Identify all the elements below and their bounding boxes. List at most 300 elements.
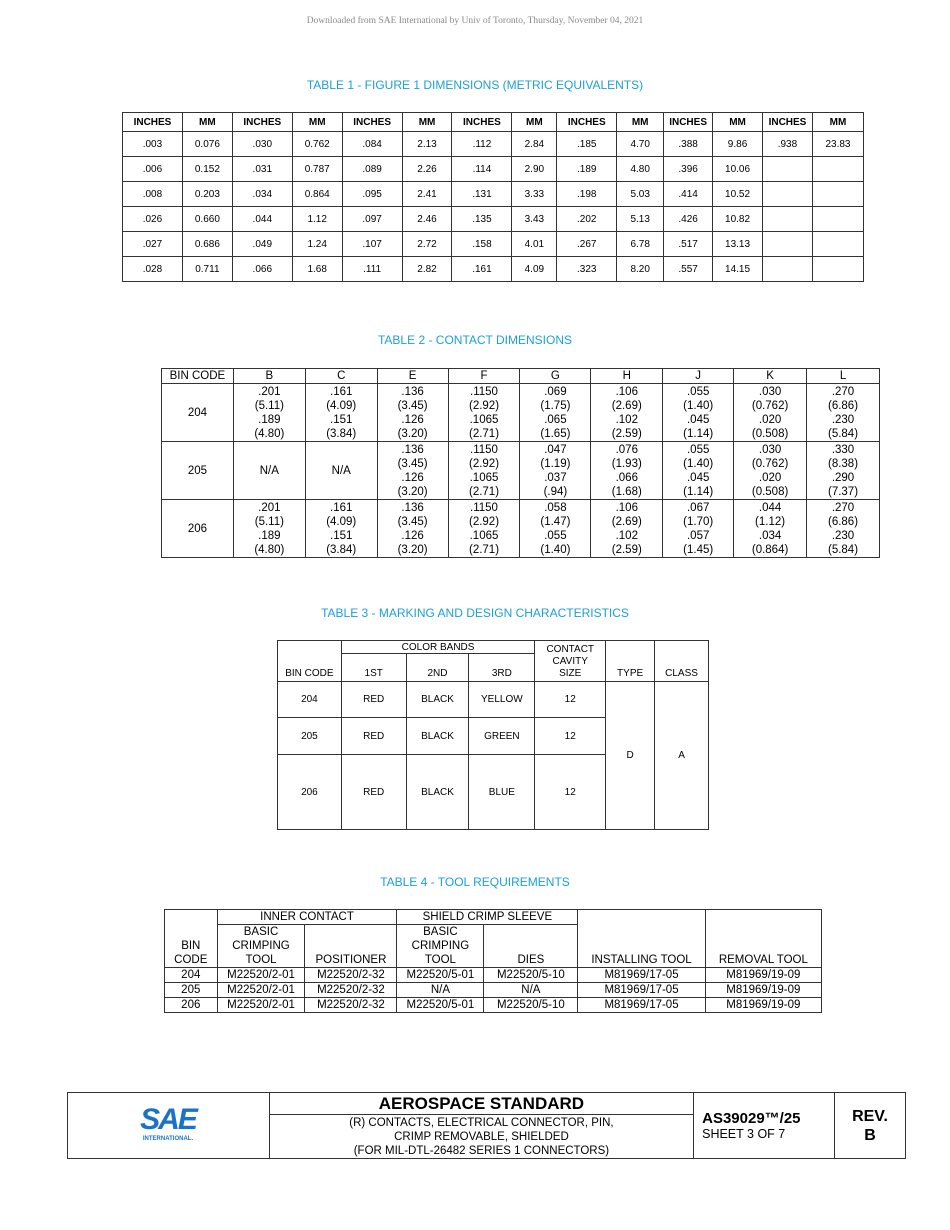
table2-value: .1150 bbox=[470, 501, 498, 514]
table2-value: .126 bbox=[401, 471, 424, 484]
table2-cell bbox=[734, 442, 807, 500]
table2-row bbox=[162, 384, 880, 442]
table1-row bbox=[123, 257, 864, 282]
table2-value: .058 bbox=[544, 501, 567, 514]
table4-header-row-1 bbox=[165, 910, 822, 925]
table1-cell: 0.787 bbox=[292, 157, 342, 182]
table2-value: .270 bbox=[831, 385, 855, 398]
table3 bbox=[277, 640, 709, 830]
table1-cell: 5.13 bbox=[617, 207, 664, 232]
table2-cell bbox=[734, 500, 807, 558]
table2-value: (2.92) bbox=[468, 399, 500, 412]
table3-color-band: GREEN bbox=[469, 718, 535, 755]
table3-row bbox=[278, 682, 709, 718]
table2-value: (0.762) bbox=[751, 399, 789, 412]
color-bands-header: COLOR BANDS bbox=[341, 641, 534, 654]
table2-header-cell: L bbox=[807, 369, 880, 384]
table4-cell: M22520/5-01 bbox=[397, 968, 484, 983]
table1-header-cell: MM bbox=[292, 113, 342, 132]
svg-text:SAE: SAE bbox=[140, 1103, 197, 1136]
table2-value: (1.19) bbox=[540, 457, 571, 470]
table2-value: .057 bbox=[686, 529, 710, 542]
table4-row bbox=[165, 968, 822, 983]
table1-row bbox=[123, 132, 864, 157]
table2-cell bbox=[448, 442, 520, 500]
table2-value: (3.45) bbox=[397, 515, 428, 528]
table2-value: .151 bbox=[330, 413, 353, 426]
table1-cell: 9.86 bbox=[713, 132, 763, 157]
svg-text:INTERNATIONAL.: INTERNATIONAL. bbox=[143, 1136, 194, 1142]
table1-row bbox=[123, 207, 864, 232]
table1-cell: 4.80 bbox=[617, 157, 664, 182]
table1-cell: 0.203 bbox=[182, 182, 232, 207]
table2-value: (2.71) bbox=[468, 427, 500, 440]
table1-cell: .008 bbox=[123, 182, 183, 207]
type-header: TYPE bbox=[606, 641, 655, 682]
table1-header-cell: INCHES bbox=[762, 113, 812, 132]
table2-value: (3.45) bbox=[397, 457, 428, 470]
rev-value: B bbox=[864, 1126, 876, 1144]
table2-value: (2.59) bbox=[611, 543, 642, 556]
sae-logo bbox=[68, 1093, 270, 1159]
table2-value: .136 bbox=[401, 501, 424, 514]
table1-cell bbox=[762, 182, 812, 207]
table2-title: TABLE 2 - CONTACT DIMENSIONS bbox=[377, 333, 573, 347]
table2-value: .055 bbox=[544, 529, 567, 542]
table1-cell: .938 bbox=[762, 132, 812, 157]
table2-cell bbox=[520, 384, 591, 442]
table4-cell: M22520/2-32 bbox=[305, 998, 397, 1013]
table1-cell: 0.711 bbox=[182, 257, 232, 282]
table1-cell: 23.83 bbox=[812, 132, 863, 157]
table1-cell: .030 bbox=[232, 132, 292, 157]
shield-basic-crimping-tool-header: BASIC CRIMPING TOOL bbox=[397, 925, 484, 968]
table2-value: (2.92) bbox=[468, 457, 500, 470]
table2-value: .126 bbox=[401, 529, 424, 542]
table2-cell bbox=[448, 500, 520, 558]
inner-basic-crimping-tool-header: BASIC CRIMPING TOOL bbox=[217, 925, 305, 968]
table2-value: .189 bbox=[258, 529, 281, 542]
table2-value: .076 bbox=[615, 443, 638, 456]
table2-value: (1.14) bbox=[683, 485, 714, 498]
table1-cell: .044 bbox=[232, 207, 292, 232]
table1-cell: 3.33 bbox=[512, 182, 557, 207]
table2-cell bbox=[663, 384, 734, 442]
table2-header-cell: B bbox=[233, 369, 305, 384]
table1-cell bbox=[762, 257, 812, 282]
table2-value: (1.40) bbox=[540, 543, 571, 556]
table1-cell: .089 bbox=[342, 157, 402, 182]
table2-bin-code: 205 bbox=[162, 442, 234, 500]
doc-number: AS39029™/25 bbox=[702, 1110, 801, 1127]
table4-cell: M81969/19-09 bbox=[705, 983, 821, 998]
table2-value: (1.93) bbox=[611, 457, 642, 470]
table2-value: (6.86) bbox=[827, 515, 859, 528]
table4-cell: M22520/5-01 bbox=[397, 998, 484, 1013]
table2-cell bbox=[233, 442, 305, 500]
table1-cell: 10.06 bbox=[713, 157, 763, 182]
table4-cell: M81969/17-05 bbox=[578, 968, 705, 983]
band-3rd-header: 3RD bbox=[469, 654, 535, 682]
table2-value: .1065 bbox=[469, 471, 499, 484]
table4-cell: M81969/17-05 bbox=[578, 983, 705, 998]
table1-cell: .031 bbox=[232, 157, 292, 182]
table2-value: (4.80) bbox=[254, 427, 285, 440]
table1-cell: .107 bbox=[342, 232, 402, 257]
table1-cell bbox=[762, 157, 812, 182]
table1-title: TABLE 1 - FIGURE 1 DIMENSIONS (METRIC EQUIVALENTS) bbox=[306, 78, 644, 92]
table2-value: .290 bbox=[831, 471, 855, 484]
table3-color-band: BLUE bbox=[469, 755, 535, 830]
table2-value: (5.11) bbox=[254, 399, 284, 412]
class-header: CLASS bbox=[655, 641, 709, 682]
table2-value: (5.84) bbox=[827, 427, 859, 440]
table1-cell: 1.68 bbox=[292, 257, 342, 282]
removal-tool-header: REMOVAL TOOL bbox=[705, 910, 821, 968]
table2-value: .201 bbox=[258, 501, 281, 514]
positioner-header: POSITIONER bbox=[305, 925, 397, 968]
table1-cell: .517 bbox=[664, 232, 713, 257]
table1-header-cell: MM bbox=[617, 113, 664, 132]
rev-label: REV. bbox=[852, 1107, 888, 1125]
table1-cell: 0.660 bbox=[182, 207, 232, 232]
table2-cell bbox=[233, 384, 305, 442]
standard-type: AEROSPACE STANDARD bbox=[269, 1093, 693, 1115]
table2-cell bbox=[377, 384, 448, 442]
table2-cell bbox=[305, 384, 377, 442]
cavity-size-header: CONTACT CAVITY SIZE bbox=[535, 641, 606, 682]
table2-value: .230 bbox=[831, 529, 855, 542]
table2-header-cell: K bbox=[734, 369, 807, 384]
table1-cell bbox=[812, 182, 863, 207]
table2-value: .045 bbox=[686, 413, 710, 426]
table2-value: (8.38) bbox=[827, 457, 859, 470]
table1-cell: .426 bbox=[664, 207, 713, 232]
table1-header-cell: MM bbox=[512, 113, 557, 132]
table4-row bbox=[165, 983, 822, 998]
table2-cell bbox=[663, 442, 734, 500]
table3-cavity-size: 12 bbox=[535, 755, 606, 830]
table2-bin-code: 206 bbox=[162, 500, 234, 558]
table2-value: (1.65) bbox=[540, 427, 571, 440]
table2-value: .055 bbox=[686, 443, 710, 456]
table2-cell bbox=[734, 384, 807, 442]
table2-value: (1.40) bbox=[683, 457, 714, 470]
table2-value: (1.47) bbox=[540, 515, 571, 528]
bin-code-header: BIN CODE bbox=[165, 910, 218, 968]
table2-value: (3.45) bbox=[397, 399, 428, 412]
table1-header-cell: INCHES bbox=[452, 113, 512, 132]
table2-cell bbox=[377, 500, 448, 558]
table1-cell: 4.01 bbox=[512, 232, 557, 257]
table2-value: (2.71) bbox=[468, 485, 500, 498]
table1-header-cell: MM bbox=[402, 113, 452, 132]
table1-header-cell: MM bbox=[713, 113, 763, 132]
revision-cell bbox=[835, 1093, 906, 1159]
table1-cell: 2.26 bbox=[402, 157, 452, 182]
table2-cell bbox=[591, 500, 663, 558]
table1-cell: .198 bbox=[557, 182, 617, 207]
table1-header-cell: INCHES bbox=[342, 113, 402, 132]
table4-cell: M81969/19-09 bbox=[705, 998, 821, 1013]
table1-cell: 2.46 bbox=[402, 207, 452, 232]
table1-cell: 0.152 bbox=[182, 157, 232, 182]
table1-cell: 4.70 bbox=[617, 132, 664, 157]
table3-title: TABLE 3 - MARKING AND DESIGN CHARACTERISTICS bbox=[321, 606, 629, 620]
table2-value: .106 bbox=[615, 501, 638, 514]
table2-value: (3.20) bbox=[397, 543, 428, 556]
table1-cell bbox=[762, 232, 812, 257]
table1-cell: .158 bbox=[452, 232, 512, 257]
table2-value: .045 bbox=[686, 471, 710, 484]
table3-bin-code: 204 bbox=[278, 682, 342, 718]
table1 bbox=[122, 112, 864, 282]
table2-value: .030 bbox=[758, 385, 782, 398]
table1-cell: 0.762 bbox=[292, 132, 342, 157]
table1-cell: .066 bbox=[232, 257, 292, 282]
table2-cell bbox=[233, 500, 305, 558]
table2-value: .067 bbox=[686, 501, 710, 514]
table1-cell: .006 bbox=[123, 157, 183, 182]
table1-cell: 0.686 bbox=[182, 232, 232, 257]
table2-value: .044 bbox=[758, 501, 782, 514]
table3-type-value: D bbox=[606, 682, 655, 830]
table1-cell: .267 bbox=[557, 232, 617, 257]
sae-logo-mark bbox=[133, 1103, 203, 1143]
table2-value: (0.864) bbox=[751, 543, 789, 556]
table3-color-band: RED bbox=[341, 718, 406, 755]
table1-cell bbox=[762, 207, 812, 232]
table2-cell bbox=[520, 442, 591, 500]
table1-cell: 10.52 bbox=[713, 182, 763, 207]
table1-row bbox=[123, 232, 864, 257]
table2-value: (0.508) bbox=[751, 427, 789, 440]
table1-cell: .202 bbox=[557, 207, 617, 232]
table4-title: TABLE 4 - TOOL REQUIREMENTS bbox=[380, 875, 570, 889]
table4-cell: M22520/2-32 bbox=[305, 968, 397, 983]
table1-header-cell: INCHES bbox=[123, 113, 183, 132]
table1-cell: 2.82 bbox=[402, 257, 452, 282]
table2-value: .136 bbox=[401, 385, 424, 398]
table4-cell: N/A bbox=[397, 983, 484, 998]
table4-cell: M22520/2-01 bbox=[217, 983, 305, 998]
table2-value: (4.80) bbox=[254, 543, 285, 556]
table1-cell: .161 bbox=[452, 257, 512, 282]
table2-cell bbox=[305, 500, 377, 558]
table1-cell: .414 bbox=[664, 182, 713, 207]
table2-value: .126 bbox=[401, 413, 424, 426]
table2-value: (2.92) bbox=[468, 515, 500, 528]
table2-value: .161 bbox=[330, 501, 353, 514]
table1-cell bbox=[812, 232, 863, 257]
table1-cell: .049 bbox=[232, 232, 292, 257]
table1-cell: .026 bbox=[123, 207, 183, 232]
table2-value: N/A bbox=[331, 464, 351, 477]
table2-value: (1.45) bbox=[683, 543, 714, 556]
table2-value: (1.68) bbox=[611, 485, 642, 498]
table2 bbox=[161, 368, 880, 558]
table1-cell: .323 bbox=[557, 257, 617, 282]
table2-value: (3.20) bbox=[397, 485, 428, 498]
table2-cell bbox=[807, 384, 880, 442]
table2-header-cell: C bbox=[305, 369, 377, 384]
table4-cell: M22520/2-01 bbox=[217, 998, 305, 1013]
table3-bin-code: 206 bbox=[278, 755, 342, 830]
table1-header-cell: INCHES bbox=[557, 113, 617, 132]
table1-cell: .388 bbox=[664, 132, 713, 157]
table1-cell: 8.20 bbox=[617, 257, 664, 282]
table2-value: (3.20) bbox=[397, 427, 428, 440]
table4-cell: M22520/5-10 bbox=[484, 968, 578, 983]
table4-row bbox=[165, 998, 822, 1013]
table2-row bbox=[162, 500, 880, 558]
table2-cell bbox=[305, 442, 377, 500]
table2-value: .065 bbox=[544, 413, 567, 426]
table2-value: .037 bbox=[544, 471, 567, 484]
table2-header-cell: F bbox=[448, 369, 520, 384]
table2-value: .020 bbox=[758, 413, 782, 426]
table2-value: .020 bbox=[758, 471, 782, 484]
installing-tool-header: INSTALLING TOOL bbox=[578, 910, 705, 968]
table3-cavity-size: 12 bbox=[535, 682, 606, 718]
table1-cell: .114 bbox=[452, 157, 512, 182]
table4-cell: M22520/5-10 bbox=[484, 998, 578, 1013]
table2-value: .189 bbox=[258, 413, 281, 426]
table1-cell: .111 bbox=[342, 257, 402, 282]
shield-crimp-sleeve-header: SHIELD CRIMP SLEEVE bbox=[397, 910, 578, 925]
table2-row bbox=[162, 442, 880, 500]
table1-cell: 0.076 bbox=[182, 132, 232, 157]
table2-header-cell: J bbox=[663, 369, 734, 384]
table1-header-cell: MM bbox=[182, 113, 232, 132]
table1-cell bbox=[812, 207, 863, 232]
table3-cavity-size: 12 bbox=[535, 718, 606, 755]
band-1st-header: 1ST bbox=[341, 654, 406, 682]
table2-header-cell: BIN CODE bbox=[162, 369, 234, 384]
table2-value: .106 bbox=[615, 385, 638, 398]
table2-value: (1.70) bbox=[683, 515, 714, 528]
table2-header-cell: E bbox=[377, 369, 448, 384]
table2-value: N/A bbox=[259, 464, 279, 477]
table1-cell: .028 bbox=[123, 257, 183, 282]
table2-value: .055 bbox=[686, 385, 710, 398]
table2-value: (1.12) bbox=[755, 515, 786, 528]
table2-value: .102 bbox=[615, 413, 638, 426]
document-description: (R) CONTACTS, ELECTRICAL CONNECTOR, PIN, CRIMP REMOVABLE, SHIELDED (FOR MIL-DTL-26482 SERIES 1 CONNECTORS) bbox=[269, 1115, 693, 1159]
table2-cell bbox=[807, 442, 880, 500]
table1-cell bbox=[812, 157, 863, 182]
table2-cell bbox=[520, 500, 591, 558]
table1-header-row bbox=[123, 113, 864, 132]
table2-value: (5.11) bbox=[254, 515, 284, 528]
table4-cell: N/A bbox=[484, 983, 578, 998]
table1-header-cell: INCHES bbox=[232, 113, 292, 132]
table1-cell: 6.78 bbox=[617, 232, 664, 257]
table1-cell: 2.90 bbox=[512, 157, 557, 182]
table1-row bbox=[123, 182, 864, 207]
table2-cell bbox=[448, 384, 520, 442]
table2-value: (2.69) bbox=[611, 399, 642, 412]
table2-value: (6.86) bbox=[827, 399, 859, 412]
table2-cell bbox=[807, 500, 880, 558]
table2-value: (4.09) bbox=[326, 399, 357, 412]
table4-cell: M81969/17-05 bbox=[578, 998, 705, 1013]
table1-cell: .396 bbox=[664, 157, 713, 182]
table2-value: .161 bbox=[330, 385, 353, 398]
table2-value: .102 bbox=[615, 529, 638, 542]
table3-color-band: BLACK bbox=[406, 682, 469, 718]
table2-value: .136 bbox=[401, 443, 424, 456]
table1-cell: 2.84 bbox=[512, 132, 557, 157]
table2-value: (.94) bbox=[543, 485, 568, 498]
table1-cell: .084 bbox=[342, 132, 402, 157]
table1-header-cell: INCHES bbox=[664, 113, 713, 132]
table2-value: (0.508) bbox=[751, 485, 789, 498]
table1-cell: .189 bbox=[557, 157, 617, 182]
table1-header-cell: MM bbox=[812, 113, 863, 132]
table2-value: .1150 bbox=[470, 443, 498, 456]
inner-contact-header: INNER CONTACT bbox=[217, 910, 397, 925]
table1-cell: .034 bbox=[232, 182, 292, 207]
table2-cell bbox=[663, 500, 734, 558]
table1-cell: .095 bbox=[342, 182, 402, 207]
table2-value: (3.84) bbox=[326, 427, 357, 440]
table1-cell: 1.24 bbox=[292, 232, 342, 257]
band-2nd-header: 2ND bbox=[406, 654, 469, 682]
table1-cell: .135 bbox=[452, 207, 512, 232]
table2-bin-code: 204 bbox=[162, 384, 234, 442]
table4-cell: M22520/2-32 bbox=[305, 983, 397, 998]
table1-cell: 2.72 bbox=[402, 232, 452, 257]
table2-value: .201 bbox=[258, 385, 281, 398]
table3-class-value: A bbox=[655, 682, 709, 830]
table2-value: .047 bbox=[544, 443, 567, 456]
table2-value: (2.59) bbox=[611, 427, 642, 440]
table2-value: .270 bbox=[831, 501, 855, 514]
table1-cell: .027 bbox=[123, 232, 183, 257]
table3-color-band: BLACK bbox=[406, 718, 469, 755]
table2-cell bbox=[591, 442, 663, 500]
table1-cell: .097 bbox=[342, 207, 402, 232]
table2-cell bbox=[591, 384, 663, 442]
table2-value: .1150 bbox=[470, 385, 498, 398]
table2-value: .1065 bbox=[469, 529, 499, 542]
table3-bin-code: 205 bbox=[278, 718, 342, 755]
table4 bbox=[164, 909, 822, 1013]
table2-value: (1.75) bbox=[540, 399, 571, 412]
table1-cell: 10.82 bbox=[713, 207, 763, 232]
table2-value: (2.69) bbox=[611, 515, 642, 528]
table1-cell: .185 bbox=[557, 132, 617, 157]
table1-cell: 2.41 bbox=[402, 182, 452, 207]
doc-number-cell bbox=[694, 1093, 835, 1159]
table2-value: (1.40) bbox=[683, 399, 714, 412]
table1-cell: 1.12 bbox=[292, 207, 342, 232]
table2-value: (3.84) bbox=[326, 543, 357, 556]
table4-cell: M22520/2-01 bbox=[217, 968, 305, 983]
table1-cell: .557 bbox=[664, 257, 713, 282]
table2-value: (2.71) bbox=[468, 543, 500, 556]
table1-cell: 3.43 bbox=[512, 207, 557, 232]
table2-header-cell: G bbox=[520, 369, 591, 384]
table1-cell: 2.13 bbox=[402, 132, 452, 157]
table1-cell: 14.15 bbox=[713, 257, 763, 282]
table4-cell: 204 bbox=[165, 968, 218, 983]
table2-value: .230 bbox=[831, 413, 855, 426]
table3-header-row-1 bbox=[278, 641, 709, 654]
table3-color-band: RED bbox=[341, 755, 406, 830]
title-block bbox=[67, 1092, 906, 1159]
